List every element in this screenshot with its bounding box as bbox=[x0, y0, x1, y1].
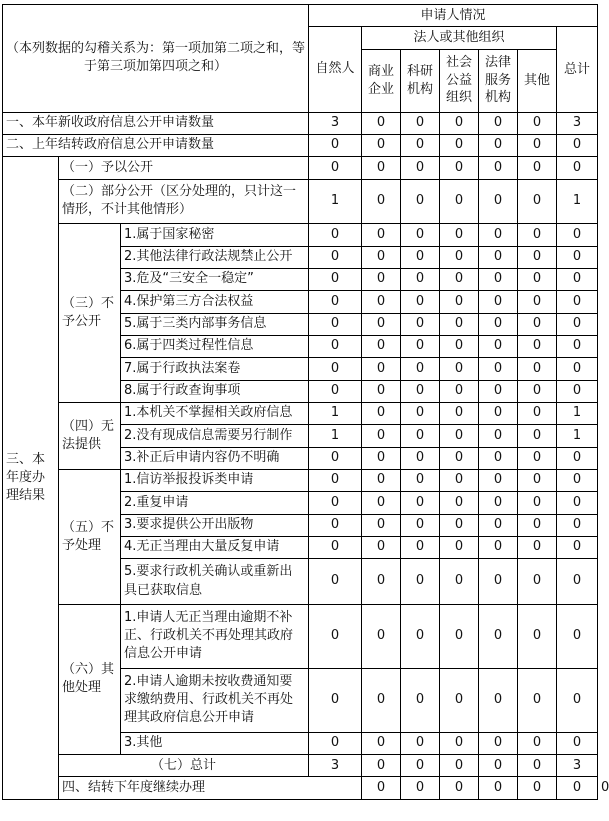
row-label: 一、本年新收政府信息公开申请数量 bbox=[3, 112, 309, 134]
value-cell: 0 bbox=[362, 492, 401, 514]
row-label: 二、上年结转政府信息公开申请数量 bbox=[3, 134, 309, 156]
value-cell: 0 bbox=[479, 755, 518, 777]
value-cell: 0 bbox=[440, 536, 479, 558]
value-cell: 0 bbox=[518, 492, 557, 514]
value-cell: 0 bbox=[362, 335, 401, 357]
value-cell: 0 bbox=[479, 179, 518, 224]
value-cell: 0 bbox=[401, 313, 440, 335]
row-label: （二）部分公开（区分处理的，只计这一情形，不计其他情形） bbox=[59, 179, 309, 224]
value-cell: 0 bbox=[440, 358, 479, 380]
value-cell: 0 bbox=[479, 335, 518, 357]
value-cell: 0 bbox=[557, 514, 598, 536]
value-cell: 0 bbox=[401, 157, 440, 179]
value-cell: 0 bbox=[309, 536, 362, 558]
value-cell: 0 bbox=[401, 112, 440, 134]
value-cell: 0 bbox=[362, 134, 401, 156]
gov-info-disclosure-table bbox=[2, 4, 609, 800]
value-cell: 0 bbox=[518, 514, 557, 536]
value-cell: 0 bbox=[479, 514, 518, 536]
table-row bbox=[3, 469, 598, 491]
value-cell: 0 bbox=[309, 380, 362, 402]
value-cell: 0 bbox=[479, 291, 518, 313]
value-cell: 0 bbox=[440, 447, 479, 469]
value-cell: 0 bbox=[440, 559, 479, 605]
value-cell: 0 bbox=[309, 732, 362, 754]
row-label: 3.要求提供公开出版物 bbox=[121, 514, 309, 536]
row-label: （七）总计 bbox=[59, 755, 309, 777]
value-cell: 0 bbox=[440, 291, 479, 313]
value-cell: 0 bbox=[401, 604, 440, 668]
value-cell: 0 bbox=[479, 777, 518, 800]
header-note: （本列数据的勾稽关系为：第一项加第二项之和，等于第三项加第四项之和） bbox=[3, 5, 309, 113]
value-cell: 1 bbox=[309, 179, 362, 224]
value-cell: 0 bbox=[557, 358, 598, 380]
value-cell: 0 bbox=[401, 380, 440, 402]
value-cell: 0 bbox=[362, 732, 401, 754]
group-label-not-disclosed: （三）不予公开 bbox=[59, 224, 121, 403]
value-cell: 0 bbox=[518, 268, 557, 290]
value-cell: 0 bbox=[309, 224, 362, 246]
value-cell: 0 bbox=[401, 559, 440, 605]
value-cell: 0 bbox=[518, 668, 557, 732]
value-cell: 0 bbox=[557, 732, 598, 754]
value-cell: 0 bbox=[518, 134, 557, 156]
row-label: 3.补正后申请内容仍不明确 bbox=[121, 447, 309, 469]
value-cell: 0 bbox=[557, 268, 598, 290]
value-cell: 0 bbox=[362, 668, 401, 732]
value-cell: 0 bbox=[479, 536, 518, 558]
value-cell: 0 bbox=[362, 604, 401, 668]
table-row bbox=[3, 604, 598, 668]
value-cell: 0 bbox=[557, 492, 598, 514]
value-cell: 0 bbox=[479, 268, 518, 290]
value-cell: 0 bbox=[440, 179, 479, 224]
value-cell: 0 bbox=[518, 536, 557, 558]
value-cell: 0 bbox=[362, 777, 401, 800]
value-cell: 3 bbox=[557, 755, 598, 777]
value-cell: 0 bbox=[440, 380, 479, 402]
value-cell: 0 bbox=[557, 157, 598, 179]
value-cell: 0 bbox=[440, 514, 479, 536]
value-cell: 0 bbox=[362, 313, 401, 335]
table-row bbox=[3, 224, 598, 246]
value-cell: 0 bbox=[362, 402, 401, 424]
row-label: 2.其他法律行政法规禁止公开 bbox=[121, 246, 309, 268]
value-cell: 0 bbox=[557, 291, 598, 313]
row-label: 2.没有现成信息需要另行制作 bbox=[121, 425, 309, 447]
value-cell: 0 bbox=[401, 732, 440, 754]
row-label: 8.属于行政查询事项 bbox=[121, 380, 309, 402]
value-cell: 0 bbox=[401, 335, 440, 357]
row-label: （一）予以公开 bbox=[59, 157, 309, 179]
value-cell: 0 bbox=[309, 668, 362, 732]
value-cell: 0 bbox=[362, 514, 401, 536]
value-cell: 0 bbox=[440, 246, 479, 268]
value-cell: 1 bbox=[309, 425, 362, 447]
value-cell: 0 bbox=[309, 492, 362, 514]
value-cell: 0 bbox=[362, 224, 401, 246]
value-cell: 0 bbox=[440, 777, 479, 800]
group-label-unable-to-provide: （四）无法提供 bbox=[59, 402, 121, 469]
value-cell: 0 bbox=[362, 447, 401, 469]
row-carried-over bbox=[3, 134, 598, 156]
header-commercial: 商业企业 bbox=[362, 49, 401, 112]
value-cell: 0 bbox=[401, 246, 440, 268]
value-cell: 0 bbox=[401, 492, 440, 514]
header-research: 科研机构 bbox=[401, 49, 440, 112]
value-cell: 0 bbox=[479, 246, 518, 268]
value-cell: 0 bbox=[557, 246, 598, 268]
row-label: 1.本机关不掌握相关政府信息 bbox=[121, 402, 309, 424]
value-cell: 0 bbox=[362, 425, 401, 447]
value-cell: 0 bbox=[557, 668, 598, 732]
value-cell: 0 bbox=[518, 358, 557, 380]
value-cell: 0 bbox=[479, 668, 518, 732]
value-cell: 0 bbox=[479, 492, 518, 514]
value-cell: 0 bbox=[401, 268, 440, 290]
value-cell: 0 bbox=[557, 559, 598, 605]
value-cell: 0 bbox=[440, 335, 479, 357]
value-cell: 1 bbox=[557, 425, 598, 447]
row-label: 3.其他 bbox=[121, 732, 309, 754]
value-cell: 0 bbox=[518, 335, 557, 357]
value-cell: 0 bbox=[440, 268, 479, 290]
value-cell: 0 bbox=[309, 358, 362, 380]
header-legal-orgs: 法人或其他组织 bbox=[362, 27, 557, 49]
value-cell: 0 bbox=[362, 246, 401, 268]
value-cell: 0 bbox=[440, 604, 479, 668]
value-cell: 0 bbox=[518, 425, 557, 447]
value-cell: 0 bbox=[401, 402, 440, 424]
row-total bbox=[3, 755, 598, 777]
value-cell: 0 bbox=[518, 469, 557, 491]
value-cell: 0 bbox=[362, 380, 401, 402]
value-cell: 3 bbox=[309, 755, 362, 777]
value-cell: 0 bbox=[557, 224, 598, 246]
value-cell: 0 bbox=[479, 425, 518, 447]
row-label: 6.属于四类过程性信息 bbox=[121, 335, 309, 357]
value-cell: 0 bbox=[518, 291, 557, 313]
value-cell: 0 bbox=[401, 425, 440, 447]
value-cell: 0 bbox=[479, 447, 518, 469]
value-cell: 0 bbox=[557, 777, 598, 800]
value-cell: 0 bbox=[309, 604, 362, 668]
value-cell: 0 bbox=[362, 157, 401, 179]
value-cell: 3 bbox=[309, 112, 362, 134]
value-cell: 0 bbox=[440, 668, 479, 732]
value-cell: 0 bbox=[401, 358, 440, 380]
value-cell: 0 bbox=[518, 179, 557, 224]
value-cell: 0 bbox=[440, 224, 479, 246]
value-cell: 0 bbox=[309, 246, 362, 268]
value-cell: 0 bbox=[401, 134, 440, 156]
value-cell: 0 bbox=[518, 112, 557, 134]
row-label: 4.保护第三方合法权益 bbox=[121, 291, 309, 313]
row-publicly-disclosed bbox=[3, 157, 598, 179]
row-label: 5.要求行政机关确认或重新出具已获取信息 bbox=[121, 559, 309, 605]
value-cell: 3 bbox=[557, 112, 598, 134]
value-cell: 0 bbox=[557, 313, 598, 335]
value-cell: 0 bbox=[479, 224, 518, 246]
value-cell: 0 bbox=[362, 179, 401, 224]
group-label-not-processed: （五）不予处理 bbox=[59, 469, 121, 604]
value-cell: 0 bbox=[309, 134, 362, 156]
header-social: 社会公益组织 bbox=[440, 49, 479, 112]
value-cell: 0 bbox=[309, 469, 362, 491]
value-cell: 0 bbox=[518, 402, 557, 424]
value-cell: 0 bbox=[401, 179, 440, 224]
value-cell: 0 bbox=[557, 447, 598, 469]
row-label: 2.申请人逾期未按收费通知要求缴纳费用、行政机关不再处理其政府信息公开申请 bbox=[121, 668, 309, 732]
value-cell: 0 bbox=[557, 335, 598, 357]
value-cell: 0 bbox=[518, 777, 557, 800]
group-label-other-processing: （六）其他处理 bbox=[59, 604, 121, 754]
value-cell: 0 bbox=[479, 469, 518, 491]
section3-label: 三、本年度办理结果 bbox=[3, 157, 59, 800]
row-label: 1.信访举报投诉类申请 bbox=[121, 469, 309, 491]
value-cell: 0 bbox=[309, 447, 362, 469]
value-cell: 0 bbox=[479, 112, 518, 134]
row-new-applications bbox=[3, 112, 598, 134]
value-cell: 0 bbox=[309, 291, 362, 313]
value-cell: 0 bbox=[479, 313, 518, 335]
header-applicant-status: 申请人情况 bbox=[309, 5, 598, 27]
value-cell: 0 bbox=[401, 514, 440, 536]
value-cell: 0 bbox=[518, 604, 557, 668]
value-cell: 0 bbox=[440, 469, 479, 491]
value-cell: 0 bbox=[518, 732, 557, 754]
value-cell: 0 bbox=[401, 755, 440, 777]
value-cell: 0 bbox=[362, 291, 401, 313]
row-label: 2.重复申请 bbox=[121, 492, 309, 514]
value-cell: 0 bbox=[362, 469, 401, 491]
value-cell: 0 bbox=[479, 380, 518, 402]
row-label: 4.无正当理由大量反复申请 bbox=[121, 536, 309, 558]
value-cell: 1 bbox=[557, 402, 598, 424]
value-cell: 0 bbox=[401, 536, 440, 558]
value-cell: 0 bbox=[401, 291, 440, 313]
value-cell: 0 bbox=[440, 732, 479, 754]
value-cell: 0 bbox=[309, 157, 362, 179]
value-cell: 0 bbox=[362, 559, 401, 605]
value-cell: 0 bbox=[401, 668, 440, 732]
value-cell: 0 bbox=[440, 755, 479, 777]
value-cell: 0 bbox=[309, 335, 362, 357]
value-cell: 0 bbox=[557, 469, 598, 491]
row-label: 1.申请人无正当理由逾期不补正、行政机关不再处理其政府信息公开申请 bbox=[121, 604, 309, 668]
row-partially-disclosed bbox=[3, 179, 598, 224]
value-cell: 0 bbox=[362, 358, 401, 380]
value-cell: 0 bbox=[440, 402, 479, 424]
value-cell: 0 bbox=[518, 380, 557, 402]
value-cell: 0 bbox=[362, 268, 401, 290]
value-cell: 0 bbox=[557, 380, 598, 402]
value-cell: 0 bbox=[518, 246, 557, 268]
header-legal-service: 法律服务机构 bbox=[479, 49, 518, 112]
header-natural-person: 自然人 bbox=[309, 27, 362, 112]
value-cell: 0 bbox=[309, 268, 362, 290]
value-cell: 0 bbox=[309, 313, 362, 335]
row-label: 3.危及“三安全一稳定” bbox=[121, 268, 309, 290]
value-cell: 0 bbox=[440, 425, 479, 447]
value-cell: 0 bbox=[518, 157, 557, 179]
value-cell: 0 bbox=[479, 402, 518, 424]
header-total: 总计 bbox=[557, 27, 598, 112]
row-label: 5.属于三类内部事务信息 bbox=[121, 313, 309, 335]
value-cell: 0 bbox=[479, 732, 518, 754]
table-row bbox=[3, 402, 598, 424]
value-cell: 0 bbox=[479, 134, 518, 156]
value-cell: 1 bbox=[557, 179, 598, 224]
value-cell: 0 bbox=[440, 112, 479, 134]
value-cell: 0 bbox=[479, 358, 518, 380]
value-cell: 0 bbox=[401, 777, 440, 800]
value-cell: 0 bbox=[401, 447, 440, 469]
row-carried-forward: 四、结转下年度继续办理 0 0 0 0 0 0 0 bbox=[3, 777, 598, 800]
row-label: 1.属于国家秘密 bbox=[121, 224, 309, 246]
row-label: 四、结转下年度继续办理 bbox=[59, 777, 362, 800]
value-cell: 0 bbox=[440, 134, 479, 156]
value-cell: 0 bbox=[518, 755, 557, 777]
value-cell: 0 bbox=[440, 492, 479, 514]
row-label: 7.属于行政执法案卷 bbox=[121, 358, 309, 380]
value-cell: 0 bbox=[362, 536, 401, 558]
value-cell: 0 bbox=[557, 134, 598, 156]
value-cell: 0 bbox=[309, 559, 362, 605]
value-cell: 0 bbox=[309, 514, 362, 536]
value-cell: 0 bbox=[362, 112, 401, 134]
value-cell: 0 bbox=[518, 313, 557, 335]
header-other: 其他 bbox=[518, 49, 557, 112]
value-cell: 0 bbox=[479, 559, 518, 605]
value-cell: 1 bbox=[309, 402, 362, 424]
value-cell: 0 bbox=[557, 604, 598, 668]
value-cell: 0 bbox=[440, 313, 479, 335]
value-cell: 0 bbox=[401, 224, 440, 246]
value-cell: 0 bbox=[518, 559, 557, 605]
value-cell: 0 bbox=[557, 536, 598, 558]
value-cell: 0 bbox=[362, 755, 401, 777]
value-cell: 0 bbox=[518, 224, 557, 246]
value-cell: 0 bbox=[440, 157, 479, 179]
value-cell: 0 bbox=[479, 157, 518, 179]
value-cell: 0 bbox=[401, 469, 440, 491]
value-cell: 0 bbox=[479, 604, 518, 668]
value-cell: 0 bbox=[518, 447, 557, 469]
